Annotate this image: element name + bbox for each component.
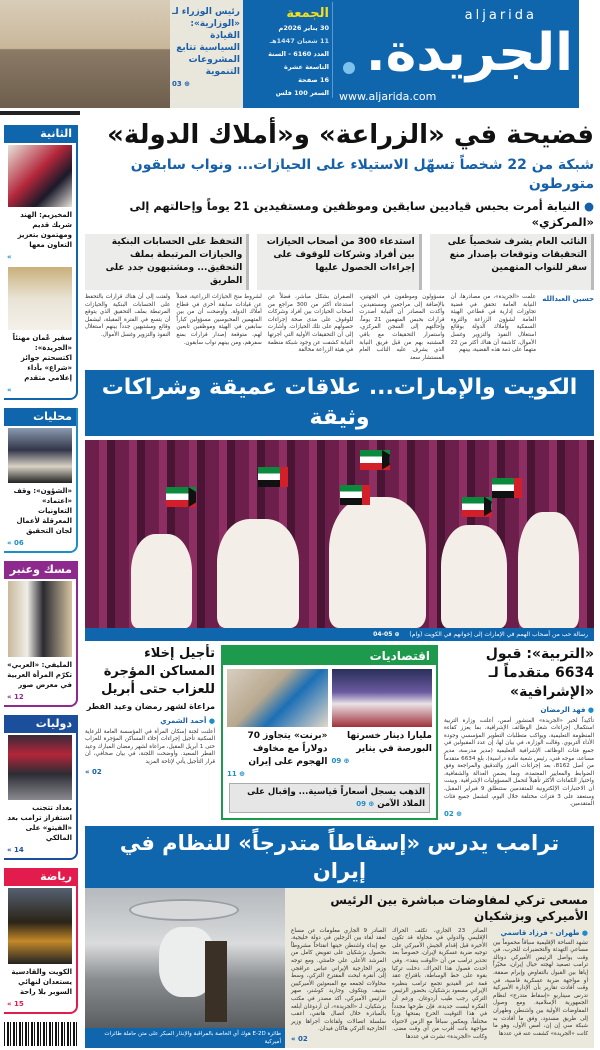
education-headline[interactable]: «التربية»: قبول 6634 متقدماً لـ «الإشرافية» xyxy=(485,645,594,700)
lead-byline: حسين العبدالله xyxy=(542,295,594,303)
lead-box: النائب العام يشرف شخصياً على التحقيقات وتوقعات بإصدار منع سفر للنواب المتهمين xyxy=(430,234,594,290)
economy-story[interactable]: «برنت» يتجاوز 70 دولاراً مع مخاوف الهجوم على إيران xyxy=(247,730,328,767)
teaser-page: 03 ⊕ xyxy=(172,80,191,88)
story-photo xyxy=(8,888,72,964)
lead-column: علمت «الجريدة»، من مصادرها، أن النيابة العامة تحقق في قضية تجاوزات إدارية في قطاعي الهيئة العامة لشؤون الزراعة والثروة السمكية وأملاك الدولة بوقائع استغلال النفوذ والتزوير وغسل الأموال، كاشفة أن هناك أكثر من 22 متهماً على ذمة هذه القضية، بينهم xyxy=(450,294,536,354)
sidebar-section-local xyxy=(4,408,78,554)
sidebar-section-thania xyxy=(4,125,78,400)
price: السعر 100 فلس xyxy=(275,89,329,97)
economy-story[interactable]: مليارا دينار خسرتها البورصة في يناير xyxy=(346,730,432,754)
lead-column: ولفتت إلى أن هناك قرارات بالتحفظ على الحسابات البنكية والحيازات المرتبطة بملف التحقيق الذي يتوقع أن يتسع في الفترة المقبلة، ليشمل وقائع ومشتبهين جدداً بينهم استغلال النفوذ والتزوير وغسل الأموال. xyxy=(84,294,171,338)
aircraft-photo-block xyxy=(85,888,285,1048)
housing-story xyxy=(85,645,215,777)
barcode xyxy=(4,1022,78,1046)
housing-byline: ● أحمد الشمري xyxy=(160,716,215,725)
sidebar-section-sports xyxy=(4,868,78,1014)
page-ref[interactable]: « 02 xyxy=(291,1035,308,1043)
section-header: مسك وعنبر xyxy=(4,561,76,579)
housing-headline[interactable]: تأجيل إخلاء المساكن المؤجرة للعزاب حتى أبريل xyxy=(101,645,215,697)
section-header: اقتصاديات xyxy=(223,647,436,665)
main-column xyxy=(85,118,594,1048)
story-text[interactable]: «الشؤون»: وقف «اعتماد» التعاونيات المعرقلة لأعمال لجان التحقيق xyxy=(13,487,72,536)
iran-text-panel xyxy=(285,888,594,1048)
iran-column: الصادر 9 الجاري معلومات عن مساع لعقد لقاء بين الرجلين في دولة خليجية، مع إبداء واشنطن حينها انفتاحاً مشروطاً بحصول بزشكيان على تفويض كامل من المرشد الأعلى علي خامنئي. ومع توجه وزير الخارجية الإيراني عباس عراقجي إلى أنقرة لبحث المقترح التركي، وسط محاولات لجمعه مع المبعوثين الأميركيين ستيف ويتكوف وجاريد كوشنر، صهر الرئيس الأميركي، أكد مصدر في مكتب بزشكيان، لـ «الجريدة»، أن أردوغان أبلغه بالمبادرة خلال اتصال هاتفي، أعقب سلسلة اتصالات ولقاءات أجراها وزير الخارجية التركي هاكان فيدان. xyxy=(291,927,386,1033)
section-header: دوليات xyxy=(4,715,76,733)
date-gregorian: 30 يناير 2026م xyxy=(278,24,329,32)
story-text[interactable]: بغداد تتجنب استفزاز ترامب بعد «الفيتو» على المالكي xyxy=(7,804,72,843)
economy-story-item xyxy=(332,669,433,779)
story-photo xyxy=(8,428,72,484)
story-text[interactable]: سفير عُمان مهنئاً «الجريدة»: اكتسحتم جوائز «شراع» بأداء إعلامي متقدم xyxy=(12,333,72,382)
website-url[interactable]: www.aljarida.com xyxy=(339,90,437,103)
more-icon[interactable]: « xyxy=(7,385,12,394)
lead-headline[interactable]: فضيحة في «الزراعة» و«أملاك الدولة» xyxy=(107,120,594,150)
story-photo xyxy=(8,735,72,801)
story-text[interactable]: المخيزيم: الهند شريك قديم ومهتمون بتعزيز التعاون معها xyxy=(17,211,72,250)
page-ref[interactable]: 11 ⊕ xyxy=(227,769,246,778)
education-story xyxy=(444,645,594,819)
sidebar xyxy=(4,125,78,1046)
iran-column: الصادر 23 الجاري، تكثف الحراك الإقليمي والدولي في محاولة قد تكون الأخيرة قبل إقدام الجيش الأميركي على توجيه ضربة عسكرية لإيران، خصوصاً بعد تحذير ترامب من أن «الوقت ينفد». وفي أحدث فصول هذا الحراك، دخلت تركيا بقوة على خط الوساطة، باقتراح عقد قمة عبر الفيديو تجمع ترامب بنظيره الإيراني مسعود بزشكيان، بحضور الرئيس التركي رجب طيب أردوغان. ورغم أن الفكرة ليست جديدة، فإن طرحها مجدداً في هذا التوقيت الحرج يمنحها وزناً مختلفاً، ويعكس سباقاً مع الزمن لاحتواء مواجهة باتت أقرب من أي وقت مضى. وكانت «الجريدة» نشرت في عددها xyxy=(392,927,487,1040)
issue-info xyxy=(247,6,329,100)
iran-column: تشهد الساحة الإقليمية سباقاً محموماً بين مساعي التهدئة والتحضيرات للحرب، في وقت يواصل الرئيس الأميركي دونالد ترامب تصعيد لهجته حيال إيران، مخيّراً إياها بين القبول بالتفاوض وإبرام صفقة، أو مواجهة ضربة عسكرية قاسية، في وقت أفادت تقارير بأن الإدارة الأميركية تدرس سيناريو «إسقاط متدرج» لنظام الجمهورية الإسلامية. ومع وصول المفاوضات الأولية بين واشنطن وطهران إلى طريق مسدود، وفق ما أفادت به شبكة سي إن إن، أمس الأول، وهو ما كانت «الجريدة» كشفت عنه في عددها xyxy=(493,939,588,1037)
lead-kicker: ● النيابة أمرت بحبس قياديين سابقين وموظفين ومستفيدين 21 يوماً وإحالتهم إلى «المركزي» xyxy=(129,199,594,229)
iran-subheadline: مسعى تركي لمفاوضات مباشرة بين الرئيس الأميركي وبزشكيان xyxy=(330,892,588,923)
teaser-text: رئيس الوزراء لـ «الوزارية»: القيادة السياسية تتابع المشروعات التنموية xyxy=(172,7,240,77)
sidebar-section-intl xyxy=(4,715,78,861)
oil-worker-photo xyxy=(227,669,328,727)
education-body: تأكيداً لخبر «الجريدة» المنشور أمس، أعلنت وزارة التربية استكمال إجراءات شغل الوظائف الإشرافية، بما يعزز كفاءة المنظومة التعليمية، ويواكب متطلبات التطوير المؤسسي وجودة الأداء التربوي. وقالت الوزارة، في بيان لها، إن عدد المقبولين في جميع فئات الوظائف الإشرافية التعليمية (مدير مدرسة، مدير مساعد، موجه فني، رئيس شعبة مادة دراسية)، بلغ 6634 متقدماً من أصل 8162، بعد إجراءات الفرز والتدقيق والمراجعة وفق الضوابط والمعايير المعتمدة، وبما يضمن العدالة والشفافية، واختيار الكفاءات الأكثر تأهيلاً لتحمل المسؤوليات الإشرافية. وبينت أن الاختبارات الإلكترونية للمتقدمين ستنطلق 9 فبراير المقبل، وستعقد على 3 فترات مختلفة خلال اليوم، لتشمل جميع فئات المتقدمين. xyxy=(444,717,594,808)
page-link[interactable]: « 06 xyxy=(7,539,24,548)
iran-byline: ● طهران - فرزاد قاسمي xyxy=(500,928,588,937)
logo: الجريدة. xyxy=(365,23,573,83)
lead-column: الصفران بشكل مباشر، فضلاً عن استدعاء أكثر من 300 مراجع من أصحاب الحيازات بين أفراد وشركات للوقوف على مدى صحة إجراءات حصولهم على تلك الحيازات. وأشارت إلى أن التحقيقات الأولية التي أجرتها النيابة كشفت عن وجود شبكة منظمة في هيئة الزراعة مخالفة xyxy=(267,294,354,354)
logo-dot-icon xyxy=(343,62,355,74)
photo-caption: رسالة حب من أصحاب الهمم في الإمارات إلى إخوانهم في الكويت (وام) ⊕ 05-04 xyxy=(85,628,594,641)
economy-box xyxy=(221,645,438,820)
date-hijri: 11 شعبان 1447هـ xyxy=(269,37,329,45)
housing-body: أعلنت لجنة إسكان المرأة في المؤسسة العامة للرعاية السكنية تأجيل إجراءات إخلاء المساكن المؤجرة للعزاب حتى 1 أبريل المقبل، مراعاة لشهر رمضان المبارك وعيد الفطر السعيد. وأوضحت اللجنة، في بيان صحافي، أن قرار التأجيل يأتي لإتاحة المزيد xyxy=(85,728,215,766)
gold-story[interactable]: الذهب يسجل أسعاراً قياسية... وإقبال على الملاذ الآمن ⊕ 09 xyxy=(229,783,430,813)
photo-caption: طائرة E-2D هوك آي الخاصة بالمراقبة والإنذار المبكر على متن حاملة طائرات أميركية xyxy=(85,1028,285,1048)
bullet-icon: ● xyxy=(579,199,594,213)
story-text[interactable]: الكويت والقادسية يستعدان لنهائي السوبر بلا راحة xyxy=(11,968,72,997)
story-text[interactable]: المليفي: «العربي» تكرّم المرأة العربية في معرض صور xyxy=(7,660,72,689)
masthead xyxy=(243,0,579,108)
iran-headline[interactable]: ترامب يدرس «إسقاطاً متدرجاً» للنظام في إيران xyxy=(85,826,594,888)
page-ref: ⊕ 05-04 xyxy=(373,630,400,638)
housing-sub: مراعاة لشهر رمضان وعيد الفطر xyxy=(86,701,215,711)
lead-box: استدعاء 300 من أصحاب الحيازات بين أفراد وشركات للوقوف على إجراءات الحصول عليها xyxy=(257,234,421,290)
kuwait-uae-photo xyxy=(85,440,594,627)
page-link[interactable]: « 12 xyxy=(7,692,24,701)
aircraft-photo xyxy=(85,888,285,1028)
logo-latin: aljarida xyxy=(464,8,537,23)
page-ref[interactable]: 09 ⊕ xyxy=(331,756,350,765)
iran-section xyxy=(85,888,594,1048)
page-ref[interactable]: « 02 xyxy=(85,767,102,776)
ambassador-photo xyxy=(8,267,72,329)
page-link[interactable]: « 15 xyxy=(7,1000,24,1009)
teaser-box[interactable] xyxy=(170,0,243,108)
page-ref[interactable]: 02 ⊕ xyxy=(444,809,463,818)
lead-boxes xyxy=(85,234,594,290)
stock-exchange-photo xyxy=(332,669,433,727)
section-header: الثانية xyxy=(4,125,76,143)
divider xyxy=(332,2,333,98)
lead-subheadline: شبكة من 22 شخصاً تسهّل الاستيلاء على الحيازات... ونواب سابقون متورطون xyxy=(130,157,594,192)
lead-column: لشروط منح الحيازات الزراعية، فضلاً عن قيادات سابقة أخرى في قطاع أملاك الدولة. وأوضحت أن من بين المتهمين المحبوسين مسؤولين كباراً سابقين في الهيئة وموظفين تابعين لهم، متوقعة إصدار قرارات بمنع سفرهم، ومن بينهم نواب سابقون. xyxy=(176,294,262,346)
economy-story-item xyxy=(227,669,328,779)
divider xyxy=(0,111,80,115)
story-photo xyxy=(8,581,72,657)
section-header: محليات xyxy=(4,408,76,426)
sidebar-section-misk xyxy=(4,561,78,707)
kuwait-uae-headline[interactable]: الكويت والإمارات... علاقات عميقة وشراكات وثيقة xyxy=(85,370,594,436)
section-header: رياضة xyxy=(4,868,76,886)
lead-columns xyxy=(85,294,594,362)
education-byline: ● فهد الرمضان xyxy=(540,705,594,714)
lead-box: التحفظ على الحسابات البنكية والحيازات المرتبطة بملف التحقيق... ومشتبهون جدد على الطريق xyxy=(85,234,249,290)
more-icon[interactable]: « xyxy=(7,253,12,262)
cabinet-meeting-photo xyxy=(0,0,170,108)
page-count: 16 صفحة xyxy=(298,76,329,84)
lead-column: مسؤولون وموظفون في الجهتين، بالإضافة إلى مراجعين ومستفيدين. وأكدت المصادر أن النيابة أصدرت قرارات بحبس المتهمين 21 يوماً، وإحالتهم إلى السجن المركزي، واستمرار التحقيقات مع باقي المشتبه بهم من قبل فريق النيابة الذي يشرف عليه النائب العام المستشار سعد xyxy=(359,294,445,361)
lower-row xyxy=(85,645,594,820)
story-photo xyxy=(8,145,72,207)
issue-day: الجمعة xyxy=(286,6,329,21)
issue-number: العدد 6160 - السنة التاسعة عشرة xyxy=(268,50,329,71)
page-link[interactable]: « 14 xyxy=(7,846,24,855)
